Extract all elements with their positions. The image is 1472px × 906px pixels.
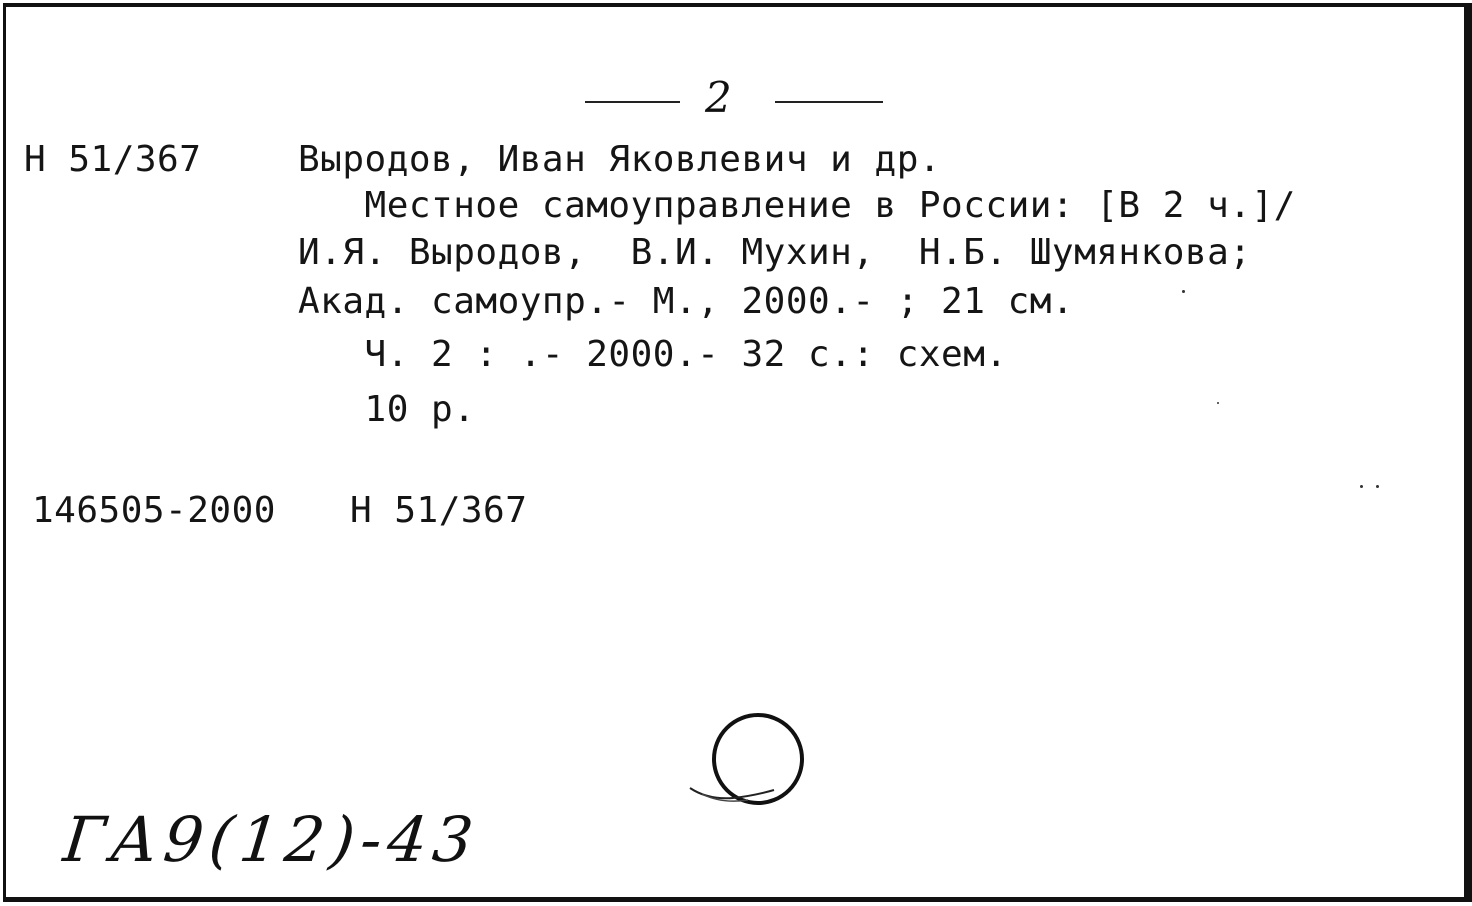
entry-line-responsibility: И.Я. Выродов, В.И. Мухин, Н.Б. Шумянкова; (298, 232, 1252, 273)
page-number: 2 (705, 73, 732, 122)
entry-line-title: Местное самоуправление в России: [В 2 ч.]/ (298, 185, 1296, 226)
punch-hole-smudge (688, 780, 778, 810)
inventory-number: 146505-2000 (32, 490, 276, 531)
handwritten-classification: ГА9(12)-43 (60, 803, 483, 876)
entry-line-publication: Акад. самоупр.- М., 2000.- ; 21 см. (298, 281, 1075, 322)
page-number-dash-left (585, 101, 680, 103)
shelf-mark-top: Н 51/367 (24, 139, 202, 180)
entry-line-part: Ч. 2 : .- 2000.- 32 с.: схем. (298, 334, 1008, 375)
entry-line-price: 10 р. (298, 389, 476, 430)
speck (1217, 402, 1219, 404)
entry-line-author: Выродов, Иван Яковлевич и др. (298, 139, 942, 180)
speck (1376, 485, 1379, 488)
page-number-dash-right (775, 101, 883, 103)
shelf-mark-bottom: Н 51/367 (350, 490, 528, 531)
speck (1360, 485, 1363, 488)
speck (1182, 290, 1185, 293)
